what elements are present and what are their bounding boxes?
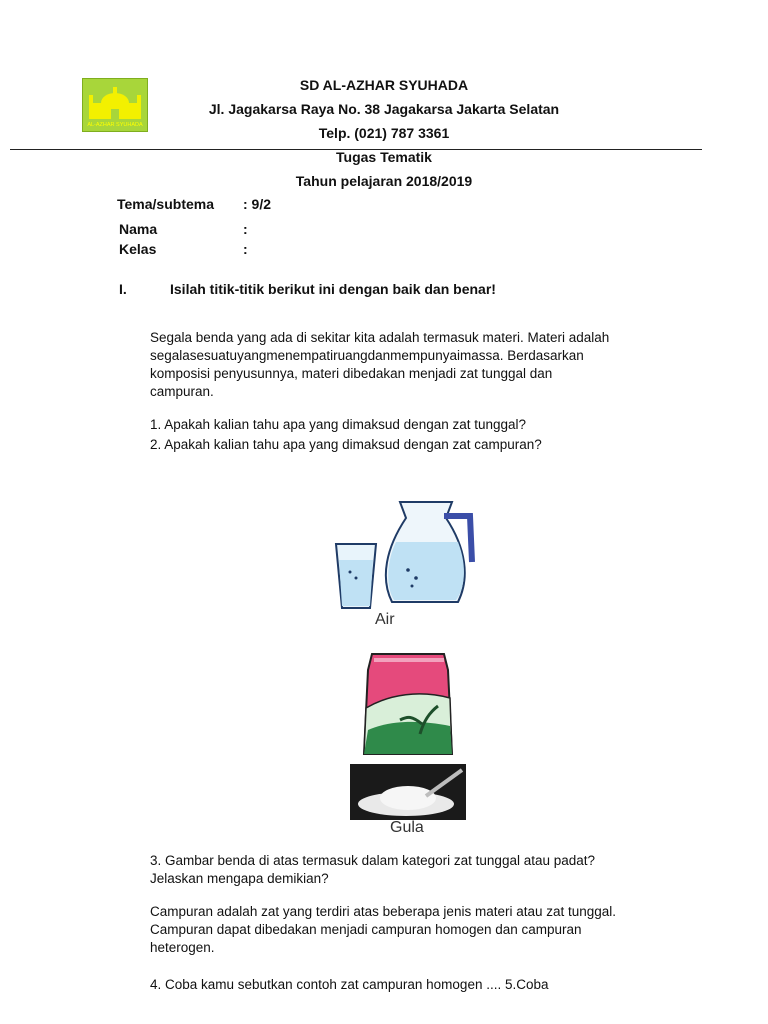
question-2: 2. Apakah kalian tahu apa yang dimaksud dengan zat campuran? [150, 437, 542, 452]
kelas-value: : [243, 241, 248, 257]
tema-value: : 9/2 [243, 196, 272, 212]
tema-label: Tema/subtema [117, 196, 214, 212]
section-instruction: Isilah titik-titik berikut ini dengan baik dan benar! [170, 281, 496, 297]
sugar-bag-illustration [360, 650, 456, 760]
question-4: 4. Coba kamu sebutkan contoh zat campuran homogen .... 5.Coba [150, 977, 549, 992]
intro-paragraph [150, 329, 670, 401]
intro-line: Segala benda yang ada di sekitar kita adalah termasuk materi. Materi adalah [150, 330, 610, 345]
nama-label: Nama [119, 221, 158, 237]
intro-line: campuran. [150, 384, 214, 399]
question-3-line: 3. Gambar benda di atas termasuk dalam kategori zat tunggal atau padat? [150, 853, 596, 868]
section-number: I. [119, 281, 127, 297]
intro-line: segalasesuatuyangmenempatiruangdanmempunyaimassa. Berdasarkan [150, 348, 584, 363]
campuran-paragraph [150, 903, 670, 957]
doc-title: Tugas Tematik [336, 149, 432, 165]
water-illustration [330, 498, 480, 614]
question-3-line: Jelaskan mengapa demikian? [150, 871, 329, 886]
question-1: 1. Apakah kalian tahu apa yang dimaksud dengan zat tunggal? [150, 417, 527, 432]
school-name: SD AL-AZHAR SYUHADA [299, 77, 469, 93]
school-phone: Telp. (021) 787 3361 [318, 125, 450, 141]
sugar-photo [350, 764, 466, 820]
caption-gula: Gula [390, 819, 424, 836]
intro-line: komposisi penyusunnya, materi dibedakan menjadi zat tunggal dan [150, 366, 553, 381]
campuran-line: Campuran dapat dibedakan menjadi campuran homogen dan campuran [150, 922, 582, 937]
question-3 [150, 852, 670, 888]
campuran-line: Campuran adalah zat yang terdiri atas beberapa jenis materi atau zat tunggal. [150, 904, 617, 919]
school-address: Jl. Jagakarsa Raya No. 38 Jagakarsa Jakarta Selatan [208, 101, 560, 117]
logo-text: AL-AZHAR SYUHADA [87, 122, 143, 128]
caption-air: Air [375, 611, 395, 628]
kelas-label: Kelas [119, 241, 157, 257]
campuran-line: heterogen. [150, 940, 215, 955]
nama-value: : [243, 221, 248, 237]
doc-subtitle: Tahun pelajaran 2018/2019 [295, 173, 473, 189]
